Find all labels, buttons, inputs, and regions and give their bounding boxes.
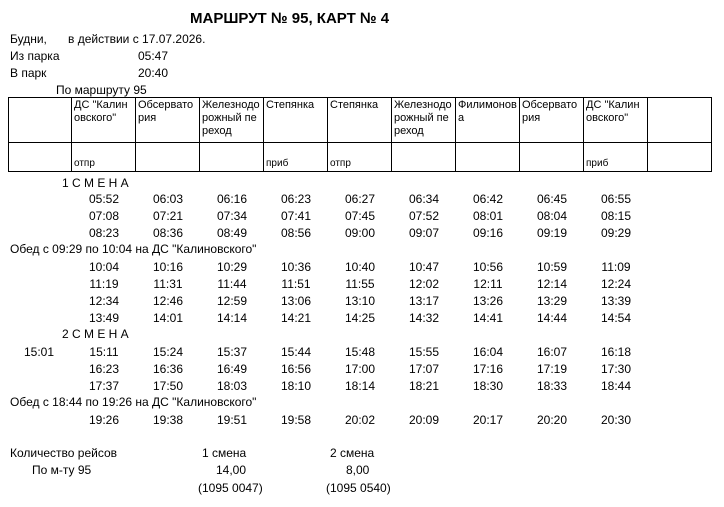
time-cell: 18:10 <box>280 379 312 393</box>
time-cell: 11:19 <box>89 277 119 291</box>
time-cell: 16:56 <box>280 362 312 376</box>
time-cell: 08:56 <box>280 226 312 240</box>
return-time: 20:40 <box>138 66 169 80</box>
time-cell: 10:40 <box>344 260 376 274</box>
stop-name: Железнодорожный переход <box>200 98 264 143</box>
time-cell: 18:03 <box>216 379 248 393</box>
time-cell: 16:49 <box>216 362 248 376</box>
header-empty-cell <box>648 98 712 143</box>
return-label: В парк <box>10 66 47 80</box>
time-cell: 06:27 <box>344 192 376 206</box>
time-cell: 16:23 <box>88 362 120 376</box>
time-cell: 14:32 <box>408 311 440 325</box>
shift1-trips-value: 14,00 <box>216 463 247 477</box>
time-cell: 18:30 <box>472 379 504 393</box>
time-cell: 05:52 <box>88 192 120 206</box>
stop-mark: отпр <box>72 143 136 172</box>
shift2-start: 15:01 <box>24 345 55 359</box>
stop-name: Обсерватория <box>136 98 200 143</box>
time-cell: 17:16 <box>472 362 504 376</box>
time-cell: 14:01 <box>152 311 184 325</box>
time-cell: 14:44 <box>536 311 568 325</box>
lunch2-note: Обед с 18:44 по 19:26 на ДС "Калиновского" <box>10 395 257 409</box>
time-cell: 11:55 <box>345 277 375 291</box>
stop-mark: отпр <box>328 143 392 172</box>
depart-label: Из парка <box>10 49 60 63</box>
time-cell: 15:11 <box>89 345 119 359</box>
trips-label: Количество рейсов <box>10 446 118 460</box>
time-cell: 06:55 <box>600 192 632 206</box>
stops-header-table <box>8 97 712 172</box>
time-cell: 15:37 <box>216 345 248 359</box>
time-cell: 07:41 <box>280 209 312 223</box>
time-cell: 15:48 <box>344 345 376 359</box>
time-cell: 11:31 <box>153 277 183 291</box>
time-cell: 13:49 <box>88 311 120 325</box>
depart-time: 05:47 <box>138 49 169 63</box>
stop-name: Степянка <box>264 98 328 143</box>
time-cell: 06:03 <box>152 192 184 206</box>
time-cell: 09:29 <box>600 226 632 240</box>
time-cell: 06:45 <box>536 192 568 206</box>
time-cell: 16:36 <box>152 362 184 376</box>
stop-name: ДС "Калиновского" <box>584 98 648 143</box>
stop-mark <box>136 143 200 172</box>
time-cell: 17:07 <box>408 362 440 376</box>
time-cell: 10:04 <box>88 260 120 274</box>
time-cell: 18:44 <box>600 379 632 393</box>
time-cell: 14:14 <box>216 311 248 325</box>
time-cell: 07:34 <box>216 209 248 223</box>
time-cell: 14:54 <box>600 311 632 325</box>
route-trips-label: По м-ту 95 <box>32 463 92 477</box>
time-cell: 13:39 <box>600 294 632 308</box>
time-cell: 19:58 <box>280 413 312 427</box>
time-cell: 06:34 <box>408 192 440 206</box>
time-cell: 09:07 <box>408 226 440 240</box>
time-cell: 20:09 <box>408 413 440 427</box>
time-cell: 09:19 <box>536 226 568 240</box>
time-cell: 08:15 <box>600 209 632 223</box>
time-cell: 14:21 <box>280 311 312 325</box>
time-cell: 20:20 <box>536 413 568 427</box>
time-cell: 14:25 <box>344 311 376 325</box>
stop-name: Железнодорожный переход <box>392 98 456 143</box>
time-cell: 06:16 <box>216 192 248 206</box>
time-cell: 20:30 <box>600 413 632 427</box>
stop-name: ДС "Калиновского" <box>72 98 136 143</box>
header-empty-cell <box>9 143 72 172</box>
stop-mark <box>200 143 264 172</box>
shift2-label: 2 С М Е Н А <box>62 327 129 341</box>
time-cell: 10:56 <box>472 260 504 274</box>
time-cell: 06:42 <box>472 192 504 206</box>
time-cell: 12:34 <box>88 294 120 308</box>
time-cell: 13:29 <box>536 294 568 308</box>
time-cell: 15:44 <box>280 345 312 359</box>
time-cell: 16:07 <box>536 345 568 359</box>
time-cell: 15:24 <box>152 345 184 359</box>
time-cell: 20:17 <box>472 413 504 427</box>
time-cell: 13:10 <box>344 294 376 308</box>
time-cell: 18:21 <box>408 379 440 393</box>
time-cell: 17:37 <box>88 379 120 393</box>
time-cell: 10:59 <box>536 260 568 274</box>
route-caption: По маршруту 95 <box>56 83 147 97</box>
header-empty-cell <box>9 98 72 143</box>
time-cell: 06:23 <box>280 192 312 206</box>
time-cell: 17:30 <box>600 362 632 376</box>
time-cell: 13:17 <box>408 294 440 308</box>
time-cell: 18:14 <box>344 379 376 393</box>
time-cell: 12:11 <box>473 277 503 291</box>
stop-name: Степянка <box>328 98 392 143</box>
shift1-col-label: 1 смена <box>202 446 247 460</box>
lunch1-note: Обед с 09:29 по 10:04 на ДС "Калиновского" <box>10 242 257 256</box>
time-cell: 15:55 <box>408 345 440 359</box>
page-title: МАРШРУТ № 95, КАРТ № 4 <box>190 10 390 27</box>
time-cell: 11:51 <box>281 277 311 291</box>
time-cell: 08:23 <box>88 226 120 240</box>
time-cell: 11:09 <box>601 260 631 274</box>
time-cell: 09:16 <box>472 226 504 240</box>
time-cell: 09:00 <box>344 226 376 240</box>
time-cell: 07:45 <box>344 209 376 223</box>
time-cell: 19:38 <box>152 413 184 427</box>
time-cell: 17:00 <box>344 362 376 376</box>
day-type: Будни, <box>10 32 47 46</box>
shift1-label: 1 С М Е Н А <box>62 176 129 190</box>
time-cell: 08:01 <box>472 209 504 223</box>
time-cell: 10:36 <box>280 260 312 274</box>
time-cell: 07:21 <box>152 209 184 223</box>
stop-mark <box>392 143 456 172</box>
shift1-code: (1095 0047) <box>198 481 263 495</box>
time-cell: 12:02 <box>408 277 440 291</box>
header-empty-cell <box>648 143 712 172</box>
time-cell: 10:47 <box>408 260 440 274</box>
stop-mark: приб <box>584 143 648 172</box>
time-cell: 08:04 <box>536 209 568 223</box>
stop-mark: приб <box>264 143 328 172</box>
valid-from: в действии с 17.07.2026. <box>68 32 206 46</box>
time-cell: 12:24 <box>600 277 632 291</box>
time-cell: 12:59 <box>216 294 248 308</box>
shift2-col-label: 2 смена <box>330 446 375 460</box>
time-cell: 07:52 <box>408 209 440 223</box>
time-cell: 17:19 <box>536 362 568 376</box>
time-cell: 13:26 <box>472 294 504 308</box>
time-cell: 08:36 <box>152 226 184 240</box>
time-cell: 08:49 <box>216 226 248 240</box>
time-cell: 19:51 <box>216 413 248 427</box>
stop-mark <box>456 143 520 172</box>
stop-mark <box>520 143 584 172</box>
time-cell: 10:16 <box>152 260 184 274</box>
shift2-trips-value: 8,00 <box>346 463 370 477</box>
time-cell: 19:26 <box>88 413 120 427</box>
time-cell: 12:46 <box>152 294 184 308</box>
time-cell: 13:06 <box>280 294 312 308</box>
time-cell: 07:08 <box>88 209 120 223</box>
stop-name: Филимонова <box>456 98 520 143</box>
time-cell: 18:33 <box>536 379 568 393</box>
time-cell: 20:02 <box>344 413 376 427</box>
time-cell: 12:14 <box>536 277 568 291</box>
time-cell: 16:04 <box>472 345 504 359</box>
time-cell: 10:29 <box>216 260 248 274</box>
time-cell: 14:41 <box>472 311 504 325</box>
time-cell: 11:44 <box>217 277 247 291</box>
shift2-code: (1095 0540) <box>326 481 391 495</box>
stop-name: Обсерватория <box>520 98 584 143</box>
time-cell: 17:50 <box>152 379 184 393</box>
time-cell: 16:18 <box>600 345 632 359</box>
